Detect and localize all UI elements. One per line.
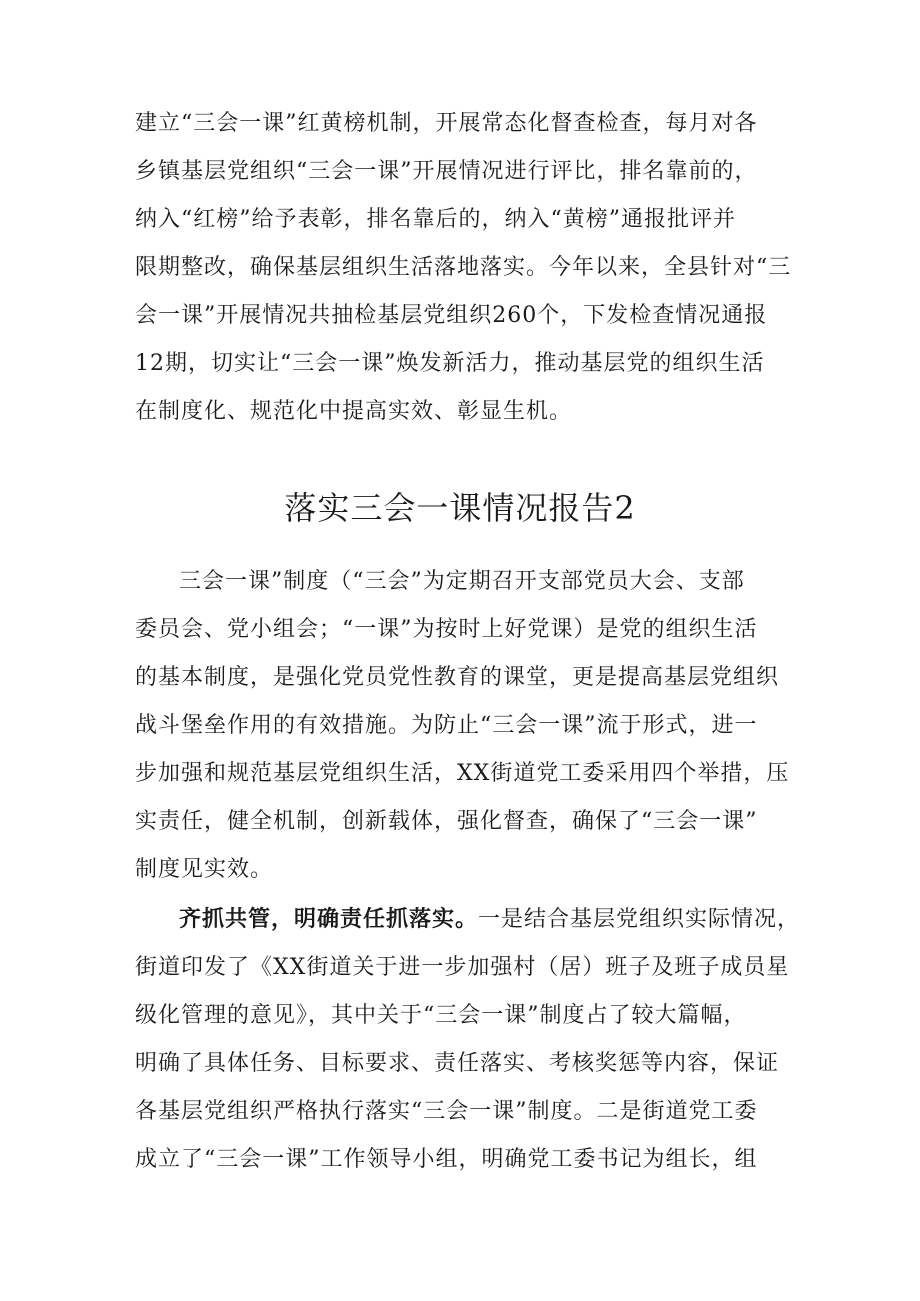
document-title: 落实三会一课情况报告2 — [284, 489, 636, 527]
paragraph-3 — [135, 896, 800, 1184]
paragraph-line: 12期，切实让“三会一课”焕发新活力，推动基层党的组织生活 — [135, 351, 765, 376]
paragraph-line-rest: 一是结合基层党组织实际情况， — [478, 907, 800, 932]
paragraph-line: 乡镇基层党组织“三会一课”开展情况进行评比，排名靠前的， — [135, 159, 758, 184]
paragraph-line: 委员会、党小组会；“一课”为按时上好党课）是党的组织生活 — [135, 617, 758, 642]
paragraph-line: 会一课”开展情况共抽检基层党组织260个，下发检查情况通报 — [135, 303, 768, 328]
paragraph-line: 战斗堡垒作用的有效措施。为防止“三会一课”流于形式，进一 — [135, 713, 758, 738]
paragraph-line: 制度见实效。 — [135, 857, 274, 882]
paragraph-line: 三会一课”制度（“三会”为定期召开支部党员大会、支部 — [179, 569, 745, 594]
paragraph-line: 成立了“三会一课”工作领导小组，明确党工委书记为组长，组 — [135, 1147, 758, 1172]
paragraph-line: 明确了具体任务、目标要求、责任落实、考核奖惩等内容，保证 — [135, 1051, 780, 1076]
paragraph-first-line — [135, 896, 800, 944]
paragraph-line: 实责任，健全机制，创新载体，强化督查，确保了“三会一课” — [135, 809, 758, 834]
paragraph-line: 级化管理的意见》，其中关于“三会一课”制度占了较大篇幅， — [135, 1003, 747, 1028]
paragraph-line: 限期整改，确保基层组织生活落地落实。今年以来，全县针对“三 — [135, 255, 792, 280]
paragraph-line: 建立“三会一课”红黄榜机制，开展常态化督查检查，每月对各 — [135, 111, 758, 136]
paragraph-line: 纳入“红榜”给予表彰，排名靠后的，纳入“黄榜”通报批评并 — [135, 207, 736, 232]
section-lead-heading: 齐抓共管，明确责任抓落实。 — [179, 907, 479, 932]
paragraph-line: 步加强和规范基层党组织生活，XX街道党工委采用四个举措，压 — [135, 761, 790, 786]
paragraph-line: 的基本制度，是强化党员党性教育的课堂，更是提高基层党组织 — [135, 665, 780, 690]
paragraph-line: 街道印发了《XX街道关于进一步加强村（居）班子及班子成员星 — [135, 955, 790, 980]
paragraph-1 — [135, 100, 800, 436]
paragraph-2 — [135, 558, 800, 894]
paragraph-line: 在制度化、规范化中提高实效、彰显生机。 — [135, 399, 573, 424]
paragraph-line: 各基层党组织严格执行落实“三会一课”制度。二是街道党工委 — [135, 1099, 758, 1124]
